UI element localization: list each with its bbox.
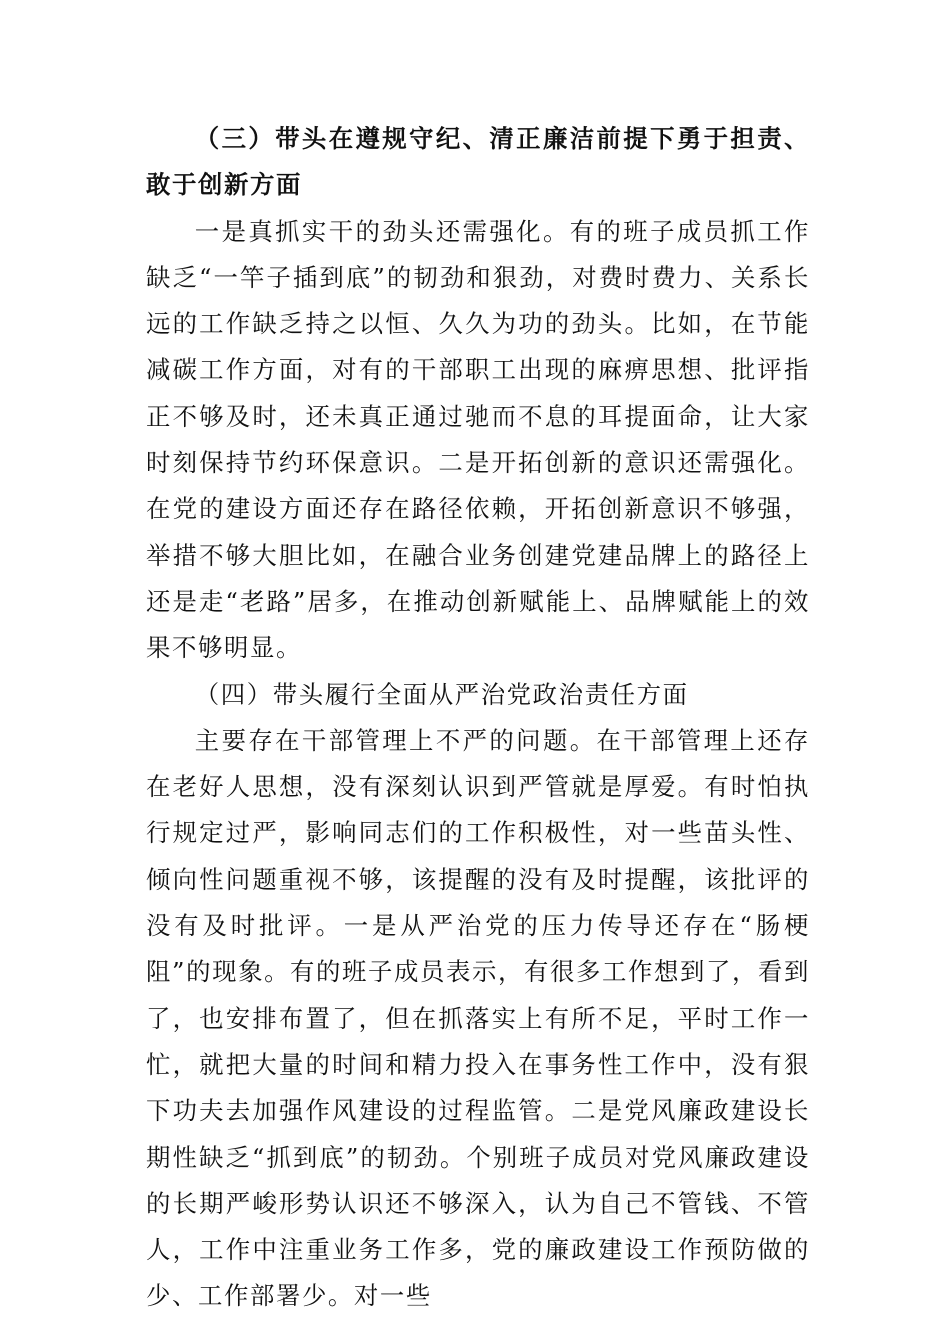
section-paragraph-3: 一是真抓实干的劲头还需强化。有的班子成员抓工作缺乏“一竿子插到底”的韧劲和狠劲，对费时费力、关系长远的工作缺乏持之以恒、久久为功的劲头。比如，在节能减碳工作方面，对有的干部职工出现的麻痹思想、批评指正不够及时，还未真正通过驰而不息的耳提面命，让大家时刻保持节约环保意识。二是开拓创新的意识还需强化。在党的建设方面还存在路径依赖，开拓创新意识不够强，举措不够大胆比如，在融合业务创建党建品牌上的路径上还是走“老路”居多，在推动创新赋能上、品牌赋能上的效果不够明显。 xyxy=(146,216,810,663)
section-paragraph-4: 主要存在干部管理上不严的问题。在干部管理上还存在老好人思想，没有深刻认识到严管就是厚爱。有时怕执行规定过严，影响同志们的工作积极性，对一些苗头性、倾向性问题重视不够，该提醒的没有及时提醒，该批评的没有及时批评。一是从严治党的压力传导还存在“肠梗阻”的现象。有的班子成员表示，有很多工作想到了，看到了，也安排布置了，但在抓落实上有所不足，平时工作一忙，就把大量的时间和精力投入在事务性工作中，没有狠下功夫去加强作风建设的过程监管。二是党风廉政建设长期性缺乏“抓到底”的韧劲。个别班子成员对党风廉政建设的长期严峻形势认识还不够深入，认为自己不管钱、不管人，工作中注重业务工作多，党的廉政建设工作预防做的少、工作部署少。对一些 xyxy=(146,725,810,1311)
section-heading-3: （三）带头在遵规守纪、清正廉洁前提下勇于担责、敢于创新方面 xyxy=(146,124,810,200)
document-body xyxy=(146,116,810,1320)
section-heading-4: （四）带头履行全面从严治党政治责任方面 xyxy=(194,679,689,709)
